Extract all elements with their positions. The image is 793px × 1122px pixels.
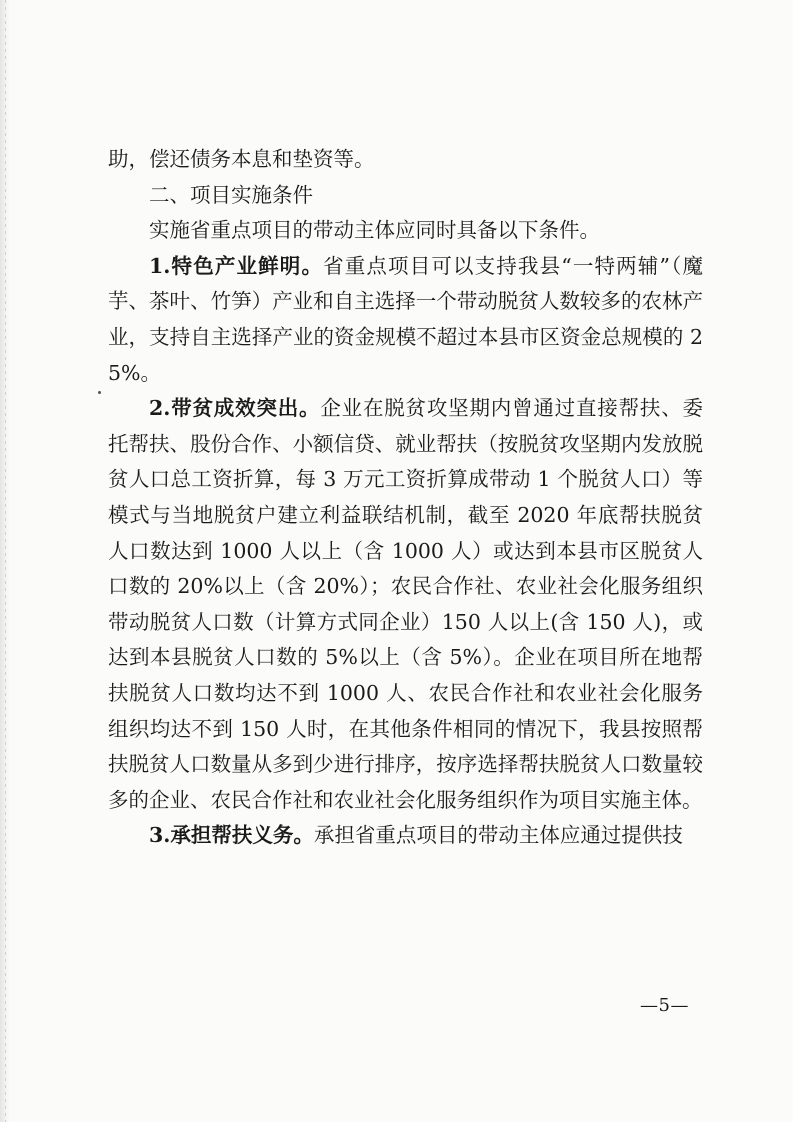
paragraph-text: 助，偿还债务本息和垫资等。 (108, 147, 375, 171)
section-heading-text: 二、项目实施条件 (149, 182, 313, 207)
paragraph-text: 企业在脱贫攻坚期内曾通过直接帮扶、委托帮扶、股份合作、小额信贷、就业帮扶（按脱贫攻坚期内发放脱贫人口总工资折算，每 3 万元工资折算成带动 1 个脱贫人口）等模式与当地脱贫户建立利益联结机制，截至 2020 年底帮扶脱贫人口数达到 1000 人以上（含 1000 人）或达到本县市区脱贫人口数的 20%以上（含 20%）；农民合作社、农业社会化服务组织带动脱贫人口数（计算方式同企业）150 人以上(含 150 人)，或达到本县脱贫人口数的 5%以上（含 5%）。企业在项目所在地帮扶脱贫人口数均达不到 1000 人、农民合作社和农业社会化服务组织均达不到 150 人时，在其他条件相同的情况下，我县按照帮扶脱贫人口数量从多到少进行排序，按序选择帮扶脱贫人口数量较多的企业、农民合作社和农业社会化服务组织作为项目实施主体。 (108, 396, 704, 812)
condition-1-lead: 1.特色产业鲜明。 (149, 253, 324, 278)
section-heading (108, 178, 703, 214)
paragraph-continuation (108, 142, 703, 178)
paragraph-text: 省重点项目可以支持我县“一特两辅”（魔芋、茶叶、竹笋）产业和自主选择一个带动脱贫人数较多的农林产业，支持自主选择产业的资金规模不超过本县市区资金总规模的 25%。 (108, 253, 703, 385)
scan-speck (98, 391, 101, 394)
paragraph-condition-2 (108, 391, 703, 818)
paragraph-condition-3 (108, 818, 703, 854)
condition-3-lead: 3.承担帮扶义务。 (149, 823, 314, 848)
condition-2-lead: 2.带贫成效突出。 (149, 396, 321, 421)
paragraph-text: 实施省重点项目的带动主体应同时具备以下条件。 (149, 218, 600, 243)
paragraph-text: 承担省重点项目的带动主体应通过提供技 (313, 823, 683, 848)
paragraph-condition-1 (108, 249, 703, 391)
document-body (108, 142, 703, 854)
paragraph-intro (108, 213, 703, 249)
scan-binding-line (5, 0, 6, 1122)
page-number: —5— (640, 995, 689, 1016)
